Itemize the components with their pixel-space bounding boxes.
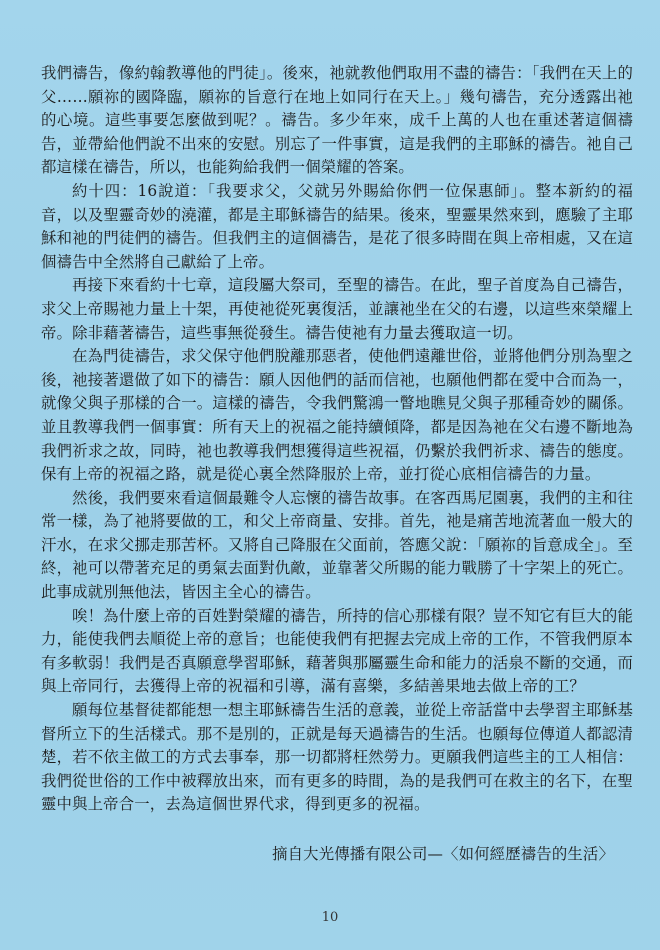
article-body: [41, 62, 633, 817]
paragraph-2: 約十四：16說道：「我要求父，父就另外賜給你們一位保惠師」。整本新約的福音，以及聖靈奇妙的澆灌，都是主耶穌禱告的結果。後來，聖靈果然來到，應驗了主耶穌和祂的門徒們的禱告。但我們主的這個禱告，是花了很多時間在與上帝相處，又在這個禱告中全然將自己獻給了上帝。: [41, 181, 633, 271]
paragraph-6: 唉！為什麼上帝的百姓對榮耀的禱告，所持的信心那樣有限？豈不知它有巨大的能力，能使我們去順從上帝的意旨；也能使我們有把握去完成上帝的工作，不管我們原本有多軟弱！我們是否真願意學習耶穌，藉著與那屬靈生命和能力的活泉不斷的交通，而與上帝同行，去獲得上帝的祝福和引導，滿有喜樂，多結善果地去做上帝的工？: [41, 606, 633, 696]
paragraph-7: 願每位基督徒都能想一想主耶穌禱告生活的意義，並從上帝話當中去學習主耶穌基督所立下的生活樣式。那不是別的，正就是每天過禱告的生活。也願每位傳道人都認清楚，若不依主做工的方式去事奉，那一切都將枉然勞力。更願我們這些主的工人相信：我們從世俗的工作中被釋放出來，而有更多的時間，為的是我們可在救主的名下，在聖靈中與上帝合一，去為這個世界代求，得到更多的祝福。: [41, 701, 633, 814]
paragraph-5: 然後，我們要來看這個最難令人忘懷的禱告故事。在客西馬尼園裏，我們的主和往常一樣，為了祂將要做的工，和父上帝商量、安排。首先，祂是痛苦地流著血一般大的汗水，在求父挪走那苦杯。又將自己降服在父面前，答應父說：「願祢的旨意成全」。至終，祂可以帶著充足的勇氣去面對仇敵，並靠著父所賜的能力戰勝了十字架上的死亡。此事成就別無他法，皆因主全心的禱告。: [41, 488, 633, 602]
page-number: 10: [321, 910, 339, 925]
paragraph-1: 我們禱告，像約翰教導他的門徒」。後來，祂就教他們取用不盡的禱告：「我們在天上的父……願祢的國降臨，願祢的旨意行在地上如同行在天上。」幾句禱告，充分透露出祂的心境。這些事要怎麼做到呢？。禱告。多少年來，成千上萬的人也在重述著這個禱告，並帶給他們說不出來的安慰。別忘了一件事實，這是我們的主耶穌的禱告。祂自己都這樣在禱告，所以，也能夠給我們一個榮耀的答案。: [41, 64, 633, 177]
paragraph-4: 在為門徒禱告，求父保守他們脫離那惡者，使他們遠離世俗，並將他們分別為聖之後，祂接著還做了如下的禱告：願人因他們的話而信祂，也願他們都在愛中合而為一，就像父與子那樣的合一。這樣的禱告，令我們驚鴻一瞥地瞧見父與子那種奇妙的關係。並且教導我們一個事實：所有天上的祝福之能持續傾降，都是因為祂在父右邊不斷地為我們祈求之故，同時，祂也教導我們想獲得這些祝福，仍繫於我們祈求、禱告的態度。保有上帝的祝福之路，就是從心裏全然降服於上帝，並打從心底相信禱告的力量。: [41, 347, 633, 484]
paragraph-3: 再接下來看約十七章，這段屬大祭司，至聖的禱告。在此，聖子首度為自己禱告，求父上帝賜祂力量上十架，再使祂從死裏復活，並讓祂坐在父的右邊，以這些來榮耀上帝。除非藉著禱告，這些事無從發生。禱告使祂有力量去獲取這一切。: [41, 276, 633, 342]
source-citation: 摘自大光傳播有限公司—〈如何經歷禱告的生活〉: [272, 845, 614, 863]
